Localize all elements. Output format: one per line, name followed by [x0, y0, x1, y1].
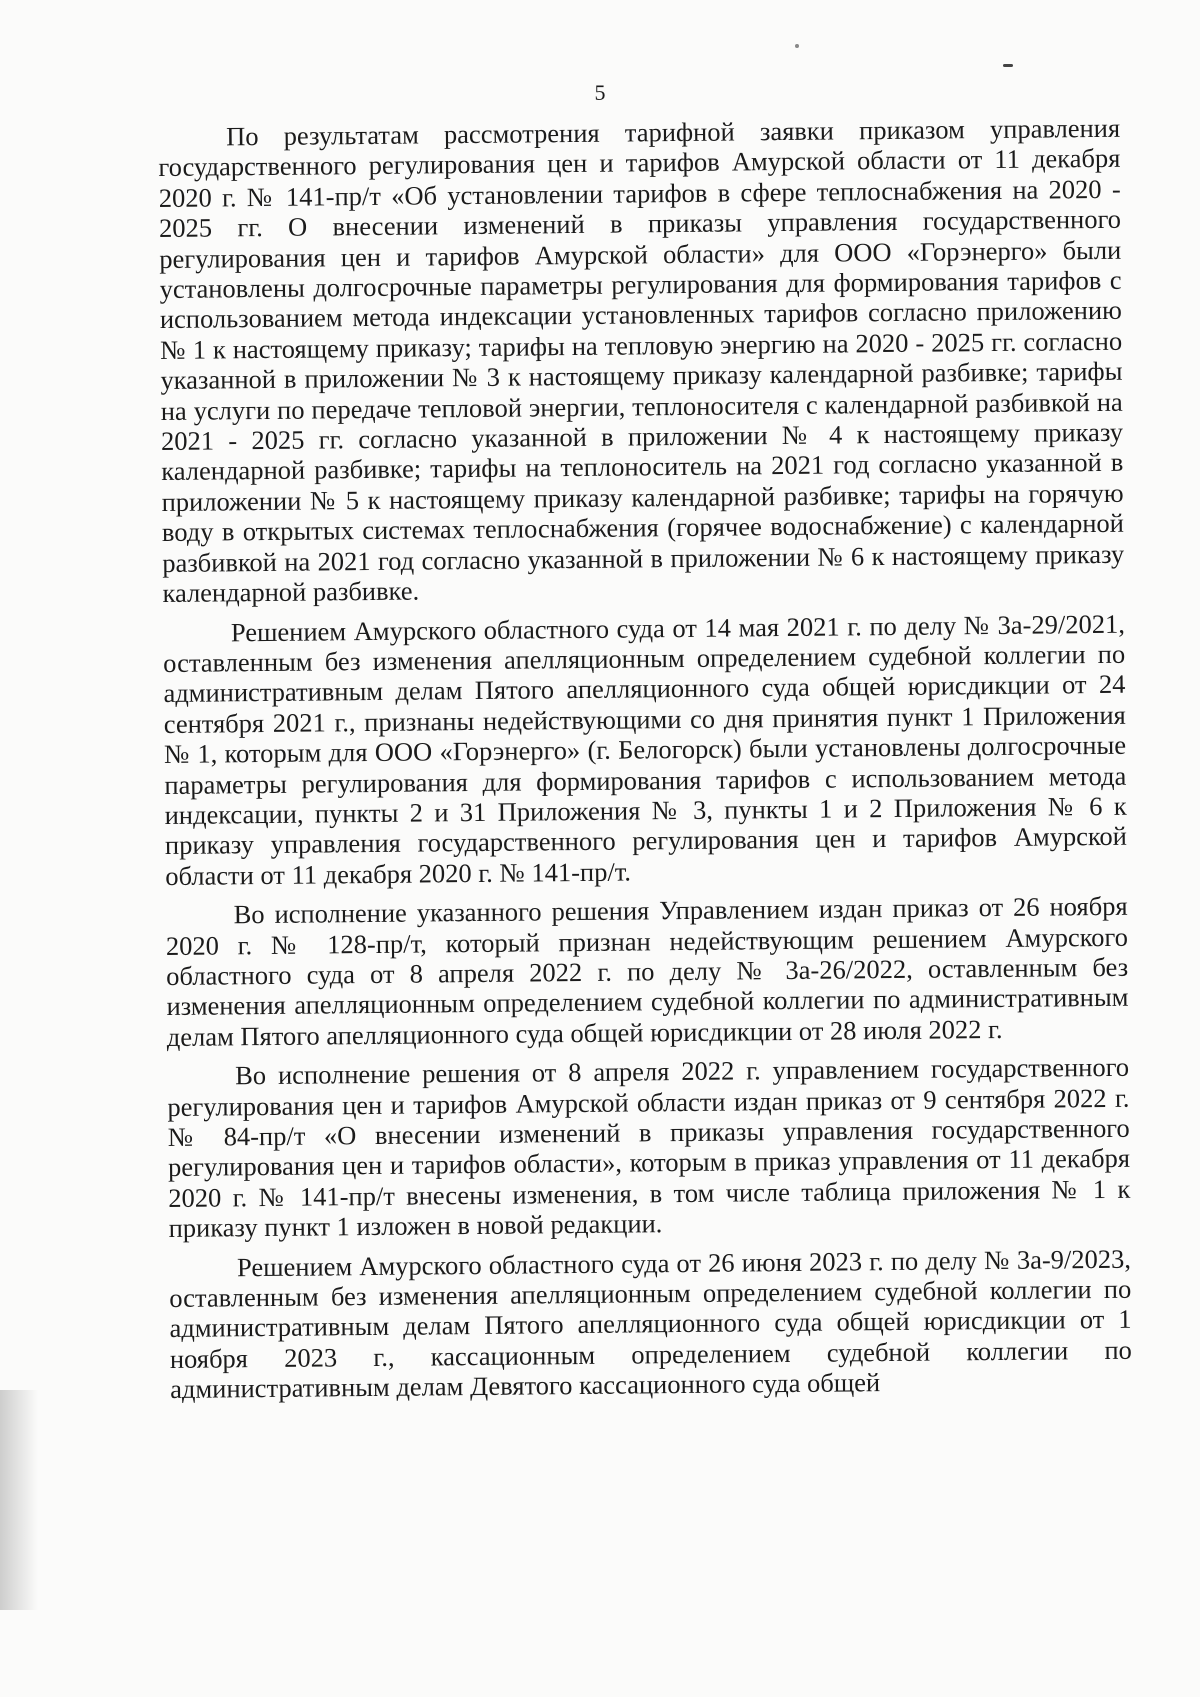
scan-artifact-dot [795, 44, 799, 48]
paragraph-tariff-application: По результатам рассмотрения тарифной заявки приказом управления государственного регулирования цен и тарифов Амурской области от 11 декабря 2020 г. № 141-пр/т «Об установлении тарифов в сфере теплоснабжения на 2020 - 2025 гг. О внесении изменений в приказы управления государственного регулирования цен и тарифов Амурской области» для ООО «Горэнерго» были установлены долгосрочные параметры регулирования для формирования тарифов с использованием метода индексации установленных тарифов согласно приложению № 1 к настоящему приказу; тарифы на тепловую энергию на 2020 - 2025 гг. согласно указанной в приложении № 3 к настоящему приказу календарной разбивке; тарифы на услуги по передаче тепловой энергии, теплоносителя с календарной разбивкой на 2021 - 2025 гг. согласно указанной в приложении № 4 к настоящему приказу календарной разбивке; тарифы на теплоноситель на 2021 год согласно указанной в приложении № 5 к настоящему приказу календарной разбивке; тарифы на горячую воду в открытых системах теплоснабжения (горячее водоснабжение) с календарной разбивкой на 2021 год согласно указанной в приложении № 6 к настоящему приказу календарной разбивке. [158, 112, 1125, 609]
page-number: 5 [594, 80, 606, 105]
paragraph-order-84: Во исполнение решения от 8 апреля 2022 г. управлением государственного регулирования цен и тарифов Амурской области издан приказ от 9 сентября 2022 г. № 84-пр/т «О внесении изменений в приказы управления государственного регулирования цен и тарифов области», которым в приказ управления от 11 декабря 2020 г. № 141-пр/т внесены изменения, в том числе таблица приложения № 1 к приказу пункт 1 изложен в новой редакции. [167, 1051, 1131, 1244]
paragraph-order-128: Во исполнение указанного решения Управлением издан приказ от 26 ноября 2020 г. № 128-пр/т, который признан недействующим решением Амурского областного суда от 8 апреля 2022 г. по делу № 3а-26/2022, оставленным без изменения апелляционным определением судебной коллегии по административным делам Пятого апелляционного суда общей юрисдикции от 28 июля 2022 г. [165, 890, 1129, 1052]
scan-edge-shadow [0, 1390, 38, 1610]
paragraph-court-decision-2021: Решением Амурского областного суда от 14 мая 2021 г. по делу № 3а-29/2021, оставленным без изменения апелляционным определением судебной коллегии по административным делам Пятого апелляционного суда общей юрисдикции от 24 сентября 2021 г., признаны недействующими со дня принятия пункт 1 Приложения № 1, которым для ООО «Горэнерго» (г. Белогорск) были установлены долгосрочные параметры регулирования для формирования тарифов с использованием метода индексации, пункты 2 и 31 Приложения № 3, пункты 1 и 2 Приложения № 6 к приказу управления государственного регулирования цен и тарифов Амурской области от 11 декабря 2020 г. № 141-пр/т. [163, 608, 1128, 891]
scan-artifact-mark [1003, 64, 1013, 67]
document-body [158, 113, 1132, 1414]
paragraph-court-decision-2023: Решением Амурского областного суда от 26 июня 2023 г. по делу № 3а-9/2023, оставленным без изменения апелляционным определением судебной коллегии по административным делам Пятого апелляционного суда общей юрисдикции от 1 ноября 2023 г., кассационным определением судебной коллегии по административным делам Девятого кассационного суда общей [169, 1243, 1132, 1405]
